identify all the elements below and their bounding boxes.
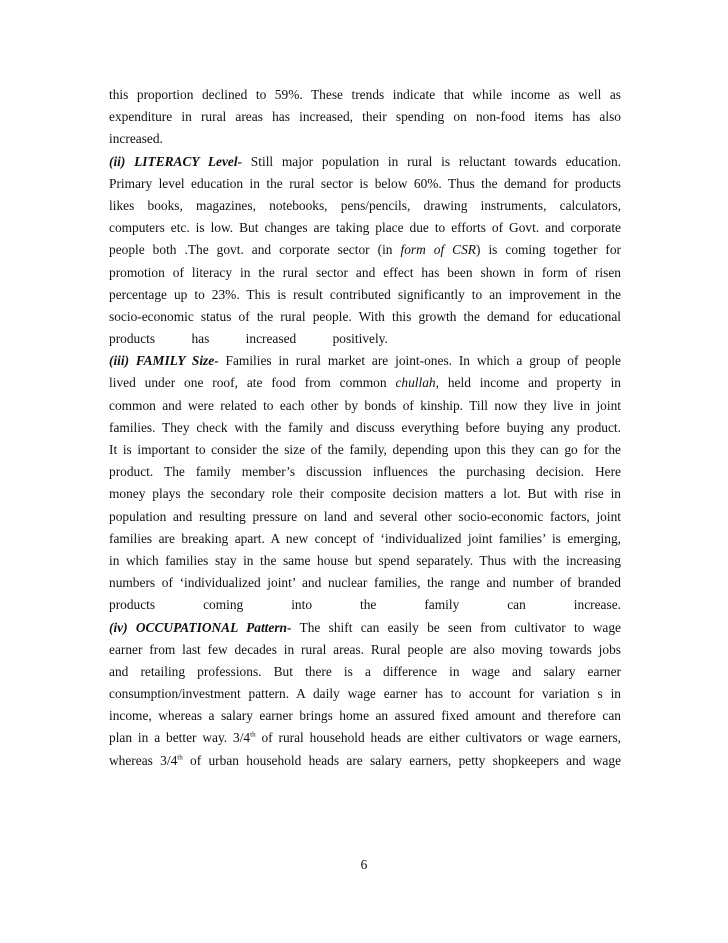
line-text: percentage up to 23%. This is result contributed significantly to an improvement in the [109, 286, 621, 302]
line-text: consumption/investment pattern. A daily wage earner has to account for variation s in [109, 686, 621, 702]
line-text: Still major population in rural is reluctant towards education. [242, 153, 621, 169]
section-heading: (iii) FAMILY Size- [109, 353, 219, 369]
line-text: in which families stay in the same house but spend separately. Thus with the increasing [109, 552, 621, 568]
line-text: people both .The govt. and corporate sector (in [109, 242, 401, 258]
line-text: and retailing professions. But there is a difference in wage and salary earner [109, 663, 621, 679]
text-line [109, 217, 621, 239]
line-text-continued: ) is coming together for [476, 242, 622, 258]
text-line [109, 594, 621, 616]
text-line [109, 572, 621, 594]
text-line [109, 372, 621, 394]
line-text: money plays the secondary role their composite decision matters a lot. But with rise in [109, 486, 621, 502]
text-line [109, 417, 621, 439]
line-text: lived under one roof, ate food from common [109, 375, 396, 391]
text-line [109, 128, 621, 150]
text-line [109, 173, 621, 195]
line-text: this proportion declined to 59%. These trends indicate that while income as well as [109, 87, 621, 102]
text-line [109, 284, 621, 306]
text-line [109, 262, 621, 284]
section-heading-line [109, 350, 621, 372]
text-line [109, 84, 621, 106]
line-text: promotion of literacy in the rural sector and effect has been shown in form of risen [109, 264, 621, 280]
line-text: Families in rural market are joint-ones. In which a group of people [218, 353, 621, 369]
line-text: population and resulting pressure on land and several other socio-economic factors, joint [109, 508, 621, 524]
line-text: families are breaking apart. A new concept of ‘individualized joint families’ is emerging, [109, 530, 621, 546]
text-line [109, 750, 621, 772]
text-line [109, 395, 621, 417]
line-text: income, whereas a salary earner brings home an assured fixed amount and therefore can [109, 708, 621, 724]
text-line [109, 328, 621, 350]
line-text-continued: , held income and property in [435, 375, 621, 391]
italic-term: form of CSR [400, 242, 476, 258]
italic-term: chullah [395, 375, 436, 391]
line-text-continued: of urban household heads are salary earners, petty shopkeepers and wage [182, 752, 622, 768]
section-heading-line [109, 151, 621, 173]
line-text: Primary level education in the rural sector is below 60%. Thus the demand for products [109, 175, 621, 191]
superscript: th [177, 753, 183, 762]
document-body [109, 84, 621, 772]
text-line [109, 106, 621, 128]
line-text: numbers of ‘individualized joint’ and nuclear families, the range and number of branded [109, 575, 621, 591]
line-text: product. The family member’s discussion influences the purchasing decision. Here [109, 464, 621, 480]
text-line [109, 306, 621, 328]
line-text: plan in a better way. 3/4 [109, 730, 251, 746]
line-text: increased. [109, 131, 163, 147]
line-text: earner from last few decades in rural areas. Rural people are also moving towards jobs [109, 641, 621, 657]
text-line [109, 506, 621, 528]
text-line [109, 461, 621, 483]
text-line [109, 550, 621, 572]
line-text: expenditure in rural areas has increased, their spending on non-food items has also [109, 109, 621, 125]
text-line [109, 439, 621, 461]
text-line [109, 639, 621, 661]
line-text: families. They check with the family and discuss everything before buying any product. [109, 419, 621, 435]
line-text: socio-economic status of the rural people. With this growth the demand for educational [109, 308, 621, 324]
line-text: products coming into the family can increase. [109, 597, 621, 613]
line-text: common and were related to each other by bonds of kinship. Till now they live in joint [109, 397, 621, 413]
section-heading: (iv) OCCUPATIONAL Pattern- [109, 619, 292, 635]
text-line [109, 705, 621, 727]
line-text-continued: of rural household heads are either cultivators or wage earners, [255, 730, 621, 746]
text-line [109, 483, 621, 505]
section-heading: (ii) LITERACY Level- [109, 153, 243, 169]
line-text: products has increased positively. [109, 331, 388, 347]
section-heading-line [109, 617, 621, 639]
line-text: likes books, magazines, notebooks, pens/pencils, drawing instruments, calculators, [109, 197, 621, 213]
line-text: The shift can easily be seen from cultivator to wage [291, 619, 621, 635]
line-text: whereas 3/4 [109, 752, 178, 768]
text-line [109, 661, 621, 683]
page-number: 6 [360, 857, 368, 872]
text-line [109, 195, 621, 217]
text-line [109, 727, 621, 749]
superscript: th [250, 730, 256, 739]
line-text: It is important to consider the size of the family, depending upon this they can go for the [109, 442, 621, 457]
line-text: computers etc. is low. But changes are taking place due to efforts of Govt. and corporate [109, 220, 621, 236]
text-line [109, 528, 621, 550]
text-line [109, 239, 621, 261]
text-line [109, 683, 621, 705]
